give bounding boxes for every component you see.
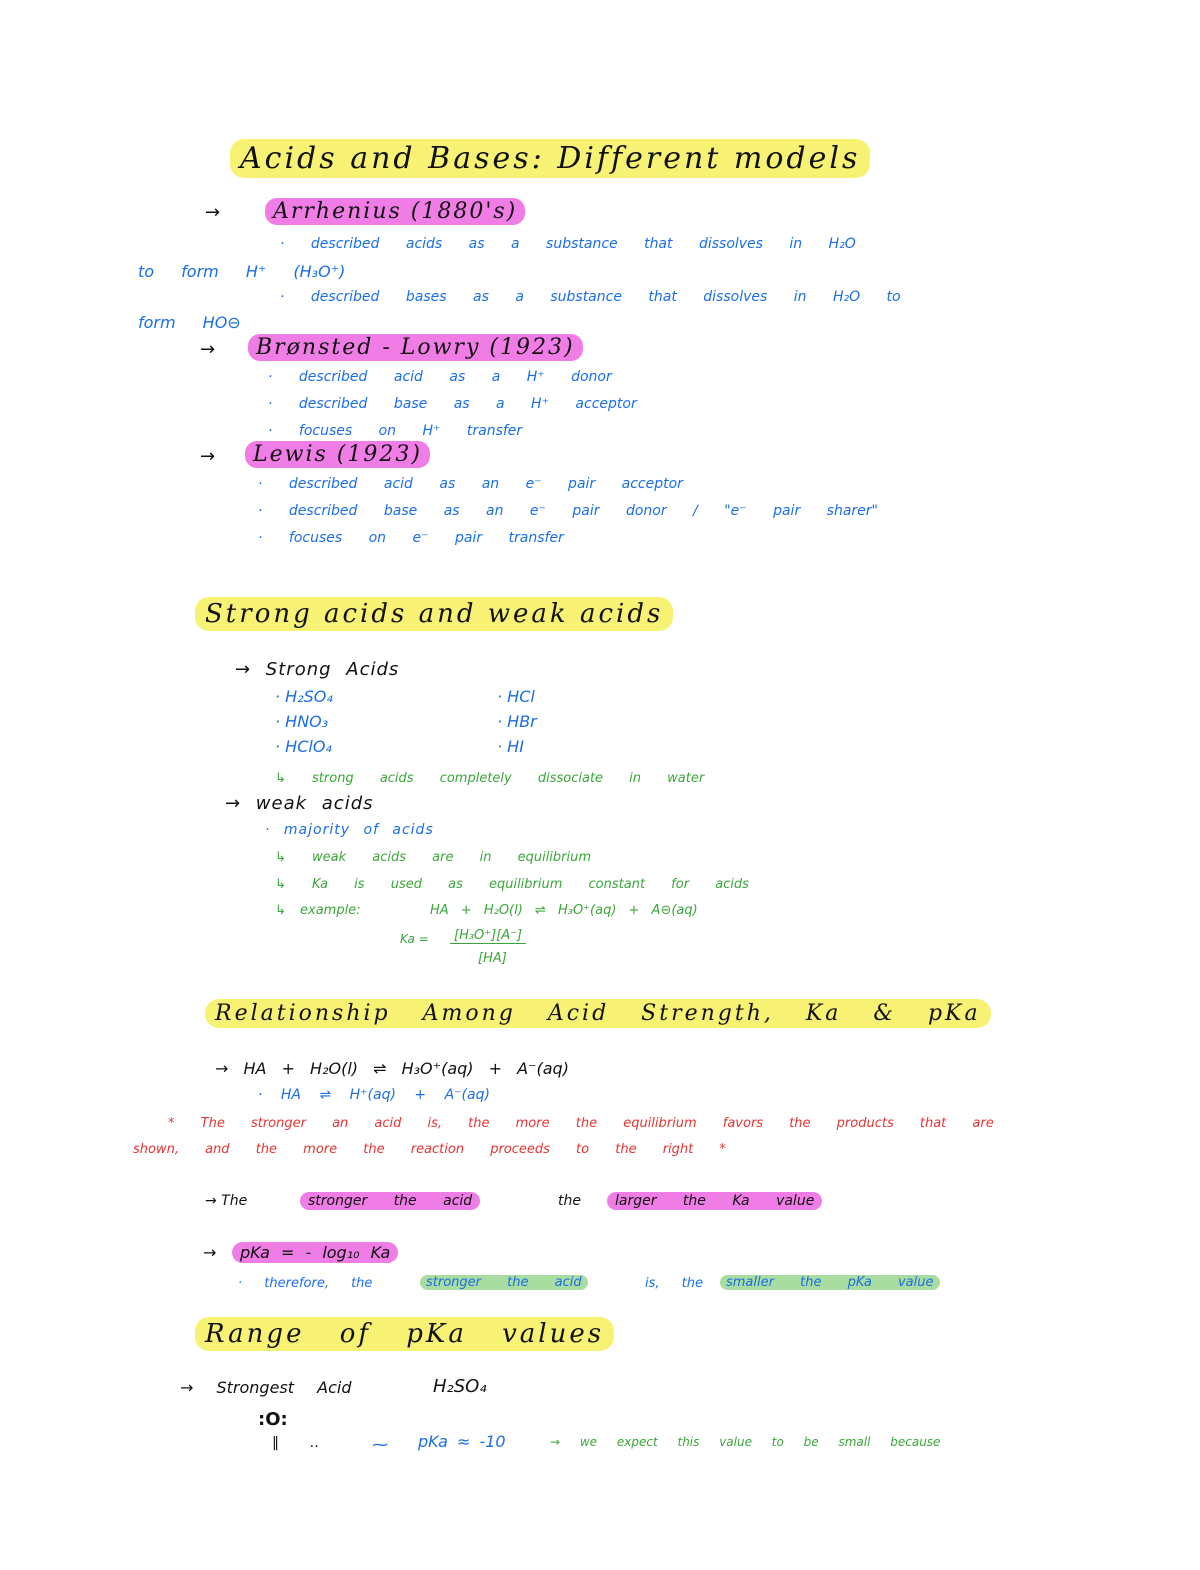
therefore-prefix: · therefore, the: [238, 1276, 373, 1291]
arrhenius-arrow: →: [205, 202, 221, 223]
pka-arrow: →: [203, 1243, 217, 1262]
lewis-bullet-2: · described base as an e⁻ pair donor / "e⁻ pair sharer": [258, 503, 878, 519]
section4-title-text: Range of pKa values: [195, 1317, 614, 1351]
arrhenius-heading: [265, 200, 525, 224]
weak-acid-note-1: ↳ weak acids are in equilibrium: [275, 850, 592, 865]
strong-acid-left-2: · HNO₃: [275, 712, 329, 731]
section2-title: [195, 600, 673, 629]
the-word: the: [558, 1193, 581, 1209]
structure-top: :O:: [258, 1409, 288, 1430]
lewis-heading-text: Lewis (1923): [245, 441, 430, 468]
expect-note: → we expect this value to be small because: [550, 1435, 941, 1449]
section3-equation-1: → HA + H₂O(l) ⇌ H₃O⁺(aq) + A⁻(aq): [215, 1059, 569, 1078]
strong-acids-heading: → Strong Acids: [235, 659, 400, 680]
arrhenius-heading-text: Arrhenius (1880's): [265, 198, 525, 225]
page-title: [230, 142, 870, 175]
section2-title-text: Strong acids and weak acids: [195, 597, 673, 631]
weak-acid-note-3-label: ↳ example:: [275, 903, 361, 918]
weak-acid-note-2: ↳ Ka is used as equilibrium constant for acids: [275, 877, 749, 892]
arrhenius-line1: · described acids as a substance that dissolves in H₂O: [280, 236, 856, 252]
arrhenius-line2b: form HO⊖: [138, 313, 241, 332]
lewis-arrow: →: [200, 446, 216, 467]
bronsted-arrow: →: [200, 339, 216, 360]
section3-note-line-1: * The stronger an acid is, the more the equilibrium favors the products that are: [168, 1116, 994, 1131]
ka-numerator: [H₃O⁺][A⁻]: [450, 929, 526, 944]
lewis-bullet-1: · described acid as an e⁻ pair acceptor: [258, 476, 683, 492]
section4-title: [195, 1320, 614, 1349]
weak-acid-bullet: · majority of acids: [265, 822, 434, 838]
lewis-heading: [245, 443, 430, 467]
stronger-acid-is: [420, 1276, 588, 1290]
title-text: Acids and Bases: Different models: [230, 139, 870, 178]
ka-denominator: [HA]: [478, 951, 507, 966]
lewis-bullet-3: · focuses on e⁻ pair transfer: [258, 530, 564, 546]
pka-value: pKa ≈ -10: [418, 1432, 506, 1451]
strongest-acid-formula: H₂SO₄: [433, 1376, 487, 1397]
larger-ka-value: [607, 1194, 822, 1209]
pka-formula-hl: pKa = - log₁₀ Ka: [232, 1242, 398, 1263]
strong-acid-right-2: · HBr: [497, 712, 537, 731]
bronsted-bullet-2: · described base as a H⁺ acceptor: [268, 396, 637, 412]
ka-label: Ka =: [400, 932, 429, 946]
strong-acid-note: ↳ strong acids completely dissociate in water: [275, 771, 705, 786]
arrhenius-line1b: to form H⁺ (H₃O⁺): [138, 262, 346, 281]
squiggle-arrow: ⁓: [372, 1435, 388, 1454]
stronger-acid-hl: stronger the acid: [300, 1192, 480, 1210]
structure-bottom: ‖ ‥: [272, 1435, 319, 1451]
bronsted-bullet-3: · focuses on H⁺ transfer: [268, 423, 523, 439]
section3-title-text: Relationship Among Acid Strength, Ka & pKa: [205, 999, 991, 1028]
stronger-the-acid: [300, 1194, 480, 1209]
strongest-acid-label: → Strongest Acid: [180, 1378, 352, 1397]
section3-equation-2: · HA ⇌ H⁺(aq) + A⁻(aq): [258, 1087, 490, 1103]
is-the: is, the: [645, 1276, 703, 1291]
stronger-arrow: → The: [205, 1193, 248, 1209]
smaller-hl: smaller the pKa value: [720, 1275, 940, 1290]
section3-note-line-2: shown, and the more the reaction proceeds to the right *: [133, 1142, 726, 1157]
bronsted-bullet-1: · described acid as a H⁺ donor: [268, 369, 612, 385]
strong-acid-right-3: · HI: [497, 737, 524, 756]
strong-acid-left-3: · HClO₄: [275, 737, 332, 756]
weak-acids-heading: → weak acids: [225, 793, 374, 814]
stronger-is-hl: stronger the acid: [420, 1275, 588, 1290]
weak-acid-note-3-eq: HA + H₂O(l) ⇌ H₃O⁺(aq) + A⊖(aq): [430, 903, 698, 918]
section3-title: [205, 1002, 991, 1026]
smaller-pka-value: [720, 1276, 940, 1290]
pka-formula: [232, 1244, 398, 1262]
bronsted-heading: [248, 336, 583, 360]
strong-acid-left-1: · H₂SO₄: [275, 687, 333, 706]
strong-acid-right-1: · HCl: [497, 687, 535, 706]
arrhenius-line2: · described bases as a substance that dissolves in H₂O to: [280, 289, 901, 305]
bronsted-heading-text: Brønsted - Lowry (1923): [248, 334, 583, 361]
larger-ka-hl: larger the Ka value: [607, 1192, 822, 1210]
